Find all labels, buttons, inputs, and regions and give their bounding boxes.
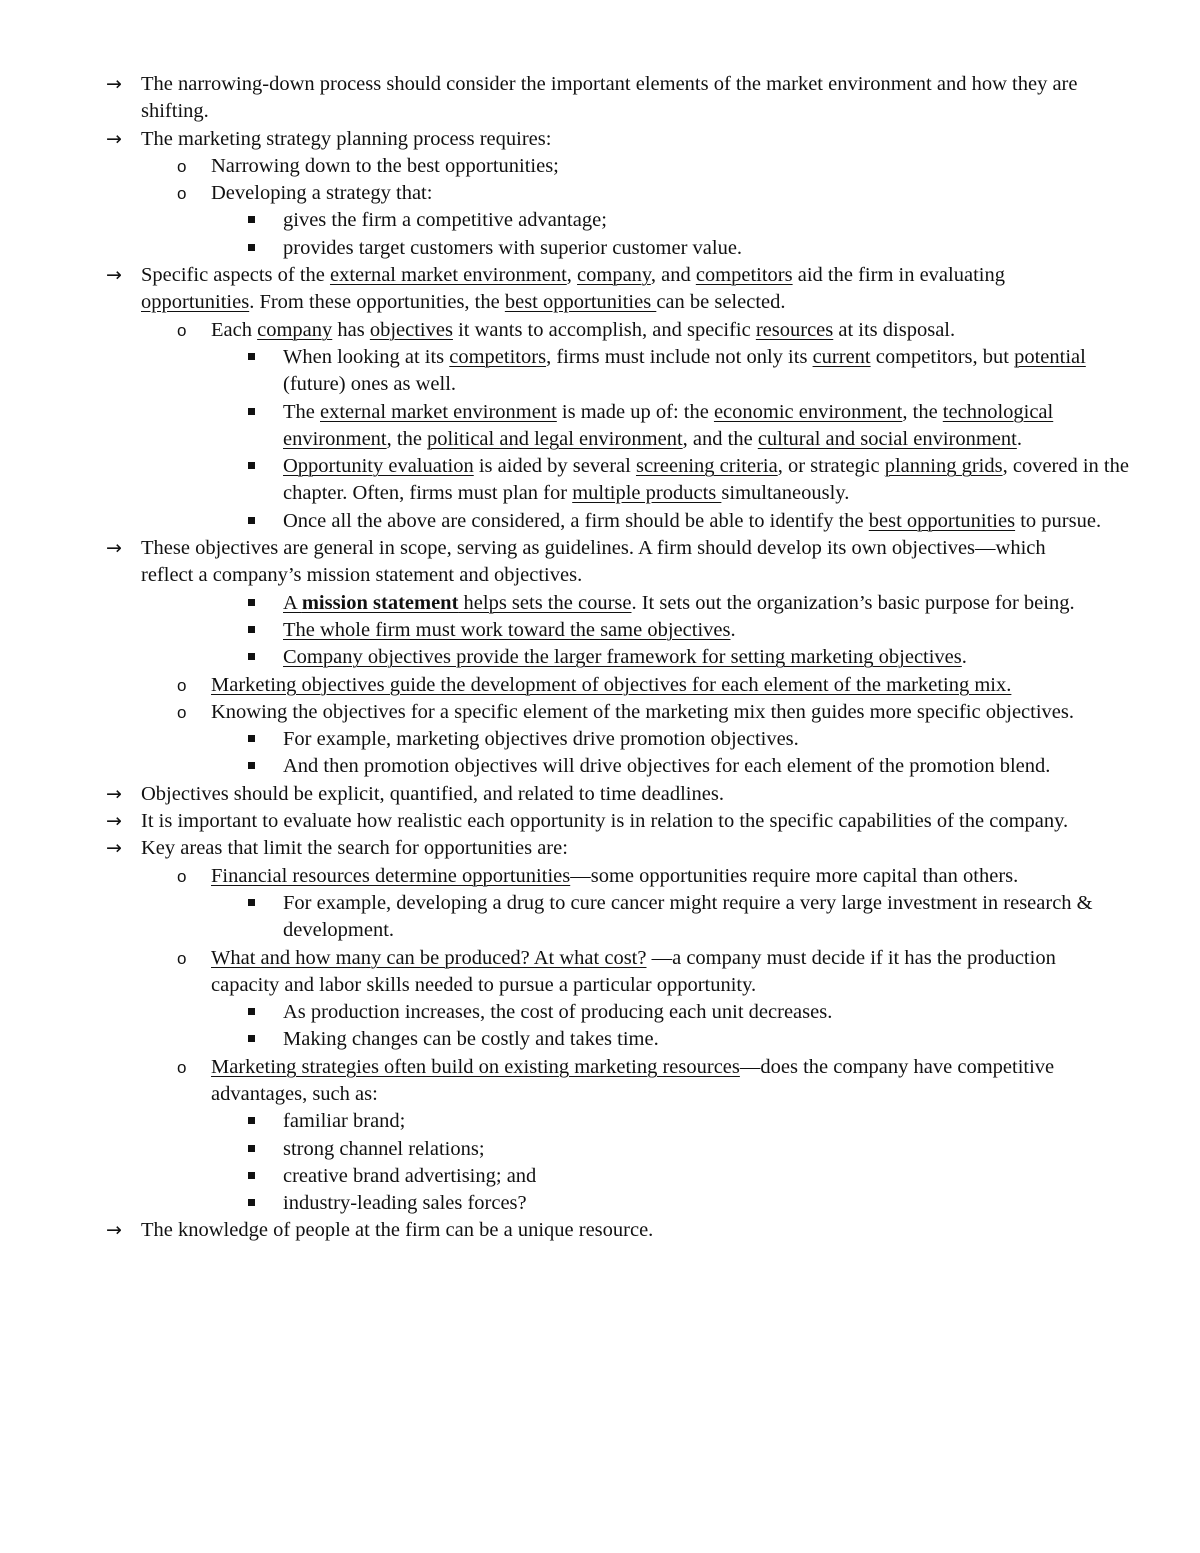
arrow-bullet-item [0, 1217, 1096, 1244]
item-text: The knowledge of people at the firm can be a unique resource. [141, 1219, 654, 1242]
item-text: It is important to evaluate how realistic each opportunity is in relation to the specific capabilities of the company. [141, 810, 1069, 833]
square-bullet-icon [248, 1108, 255, 1135]
underlined-text: best opportunities [504, 291, 657, 314]
arrow-bullet-item [0, 808, 1096, 835]
arrow-bullet-icon: → [106, 73, 122, 95]
square-bullet-icon [248, 1190, 255, 1217]
item-text: to pursue. [1015, 509, 1102, 532]
item-text: , or strategic [777, 455, 885, 478]
square-bullet-item [0, 453, 1133, 508]
circle-bullet-item [0, 699, 1111, 726]
arrow-bullet-icon: → [106, 127, 122, 150]
underlined-text: resources [755, 318, 834, 341]
underlined-text: political and legal environment [427, 427, 683, 450]
item-text: (future) ones as well. [283, 373, 457, 396]
item-text: creative brand advertising; and [283, 1164, 537, 1187]
underlined-text: current [812, 345, 871, 368]
item-text: industry-leading sales forces? [283, 1192, 527, 1215]
item-text: —a company must decide if it has the production capacity and labor skills needed to pursue a particular opportunity. [211, 946, 1056, 996]
square-bullet-icon [248, 453, 255, 480]
square-bullet-item [0, 1190, 1133, 1217]
item-text: provides target customers with superior customer value. [283, 236, 743, 259]
item-text: —does the company have competitive advantages, such as: [211, 1055, 1055, 1105]
item-text: Developing a strategy that: [211, 182, 433, 205]
item-text: Objectives should be explicit, quantified, and related to time deadlines. [141, 782, 724, 805]
underlined-text: competitors [695, 264, 793, 287]
arrow-bullet-item [0, 535, 1096, 590]
square-bullet-icon [248, 1163, 255, 1190]
item-text: . [1016, 427, 1022, 450]
square-bullet-item [0, 235, 1133, 262]
underlined-text: Company objectives provide the larger framework for setting marketing objectives [283, 646, 962, 669]
item-text: is made up of: the [556, 400, 714, 423]
arrow-bullet-item [0, 262, 1096, 317]
item-text: Making changes can be costly and takes time. [283, 1028, 659, 1051]
underlined-text: opportunities [141, 291, 250, 314]
item-text: These objectives are general in scope, serving as guidelines. A firm should develop its own objectives—which reflect a company’s mission statement and objectives. [141, 537, 1046, 587]
square-bullet-item [0, 726, 1133, 753]
circle-bullet-icon: o [177, 702, 187, 722]
square-bullet-item [0, 890, 1133, 945]
notes-document [0, 71, 1200, 1245]
square-bullet-item [0, 999, 1133, 1026]
square-bullet-item [0, 1026, 1133, 1053]
item-text: And then promotion objectives will drive objectives for each element of the promotion blend. [283, 755, 1051, 778]
underlined-text: external market environment [329, 264, 567, 287]
underlined-text: The whole firm must work toward the same objectives [283, 618, 731, 641]
circle-bullet-item [0, 1054, 1111, 1109]
item-text: aid the firm in evaluating [792, 264, 1005, 287]
square-bullet-icon [248, 1136, 255, 1163]
underlined-text: company [257, 318, 333, 341]
item-text: —some opportunities require more capital than others. [570, 864, 1019, 887]
underlined-text: planning grids [884, 455, 1003, 478]
square-bullet-item [0, 1163, 1133, 1190]
square-bullet-icon [248, 1026, 255, 1053]
arrow-bullet-item [0, 835, 1096, 862]
square-bullet-item [0, 590, 1133, 617]
square-bullet-icon [248, 207, 255, 234]
circle-bullet-icon: o [177, 184, 187, 204]
item-text: . [961, 646, 967, 669]
item-text: at its disposal. [833, 318, 956, 341]
arrow-bullet-icon: → [106, 782, 122, 805]
item-text: Each [211, 318, 258, 341]
item-text: , the [386, 427, 428, 450]
circle-bullet-item [0, 945, 1111, 1000]
square-bullet-icon [248, 644, 255, 671]
circle-bullet-item [0, 863, 1111, 890]
item-text: The narrowing-down process should consider the important elements of the market environment and how they are shifting. [141, 73, 1078, 123]
item-text: can be selected. [656, 291, 786, 314]
underlined-text: A [283, 591, 302, 614]
circle-bullet-icon: o [177, 156, 187, 176]
square-bullet-item [0, 508, 1133, 535]
arrow-bullet-item [0, 781, 1096, 808]
underlined-text: objectives [369, 318, 453, 341]
item-text: , firms must include not only its [546, 345, 813, 368]
underlined-text: helps sets the course [458, 591, 632, 614]
item-text: , covered in the chapter. Often, firms must plan for [283, 455, 1129, 505]
item-text: The marketing strategy planning process requires: [141, 127, 552, 150]
square-bullet-icon [248, 399, 255, 426]
item-text: , the [902, 400, 943, 423]
item-text: has [332, 318, 370, 341]
underlined-text: competitors [449, 345, 547, 368]
circle-bullet-icon: o [177, 948, 187, 968]
underlined-text: What and how many can be produced? At what cost? [211, 946, 647, 969]
item-text: As production increases, the cost of producing each unit decreases. [283, 1001, 833, 1024]
item-text: simultaneously. [721, 482, 850, 505]
item-text: Specific aspects of the [141, 264, 330, 287]
item-text: competitors, but [870, 345, 1015, 368]
arrow-bullet-item [0, 126, 1096, 153]
square-bullet-icon [248, 753, 255, 780]
arrow-bullet-item [0, 71, 1096, 126]
square-bullet-item [0, 617, 1133, 644]
underlined-text: Opportunity evaluation [283, 455, 474, 478]
circle-bullet-icon: o [177, 675, 187, 695]
item-text: strong channel relations; [283, 1137, 485, 1160]
item-text: . [730, 618, 736, 641]
item-text: it wants to accomplish, and specific [452, 318, 756, 341]
item-text: is aided by several [473, 455, 636, 478]
item-text: , [566, 264, 578, 287]
square-bullet-item [0, 207, 1133, 234]
item-text: Once all the above are considered, a firm should be able to identify the [283, 509, 869, 532]
underlined-text: Financial resources determine opportunities [211, 864, 571, 887]
underlined-text: mission statement [301, 591, 459, 614]
item-text: familiar brand; [283, 1110, 406, 1133]
circle-bullet-icon: o [177, 320, 187, 340]
arrow-bullet-icon: → [106, 537, 122, 560]
arrow-bullet-icon: → [106, 837, 122, 860]
circle-bullet-icon: o [177, 1057, 187, 1077]
square-bullet-icon [248, 590, 255, 617]
square-bullet-item [0, 753, 1133, 780]
item-text: Key areas that limit the search for opportunities are: [141, 837, 568, 860]
underlined-text: Marketing objectives guide the development of objectives for each element of the marketing mix. [211, 673, 1012, 696]
square-bullet-icon [248, 508, 255, 535]
underlined-text: cultural and social environment [757, 427, 1017, 450]
item-text: . It sets out the organization’s basic purpose for being. [631, 591, 1075, 614]
item-text: When looking at its [283, 345, 450, 368]
circle-bullet-item [0, 672, 1111, 699]
circle-bullet-item [0, 180, 1111, 207]
square-bullet-icon [248, 235, 255, 262]
square-bullet-icon [248, 999, 255, 1026]
item-text: . From these opportunities, the [249, 291, 505, 314]
arrow-bullet-icon: → [106, 264, 122, 287]
underlined-text: best opportunities [868, 509, 1016, 532]
square-bullet-item [0, 644, 1133, 671]
square-bullet-item [0, 344, 1133, 399]
square-bullet-icon [248, 617, 255, 644]
underlined-text: company [577, 264, 651, 287]
item-text: gives the firm a competitive advantage; [283, 209, 607, 232]
item-text: The [283, 400, 320, 423]
arrow-bullet-icon: → [106, 810, 122, 833]
square-bullet-icon [248, 726, 255, 753]
underlined-text: potential [1014, 345, 1086, 368]
circle-bullet-icon: o [177, 866, 187, 886]
item-text: For example, marketing objectives drive promotion objectives. [283, 728, 799, 751]
underlined-text: economic environment [713, 400, 903, 423]
circle-bullet-item [0, 317, 1111, 344]
underlined-text: multiple products [572, 482, 722, 505]
item-text: Narrowing down to the best opportunities; [211, 154, 559, 177]
item-text: , and [650, 264, 696, 287]
item-text: Knowing the objectives for a specific element of the marketing mix then guides more specific objectives. [211, 700, 1075, 723]
square-bullet-icon [248, 344, 255, 371]
underlined-text: technological environment [283, 400, 1054, 450]
underlined-text: Marketing strategies often build on existing marketing resources [211, 1055, 740, 1078]
item-text: For example, developing a drug to cure cancer might require a very large investment in research & development. [283, 891, 1093, 942]
square-bullet-item [0, 1136, 1133, 1163]
square-bullet-item [0, 399, 1133, 454]
square-bullet-icon [248, 890, 255, 917]
item-text: , and the [682, 427, 758, 450]
square-bullet-item [0, 1108, 1133, 1135]
underlined-text: external market environment [320, 400, 557, 423]
underlined-text: screening criteria [635, 455, 778, 478]
circle-bullet-item [0, 153, 1111, 180]
arrow-bullet-icon: → [106, 1219, 122, 1242]
